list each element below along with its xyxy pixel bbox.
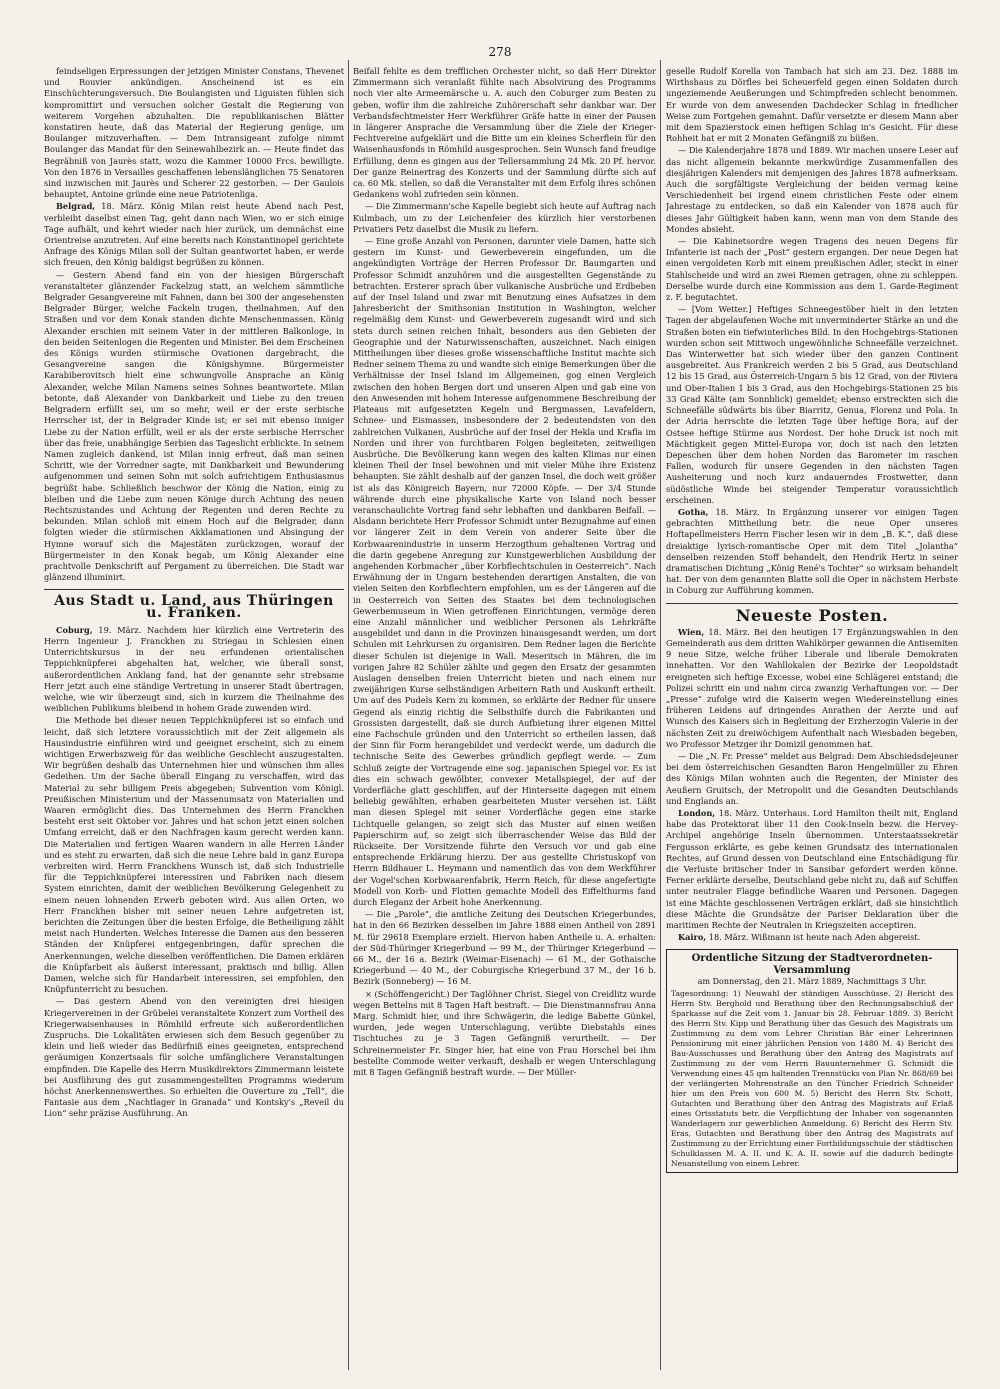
article-text: 18. März. In Ergänzung unserer vor einigen Tagen gebrachten Mittheilung betr. die neue Oper unseres Hoftapellmeisters Herrn Fischer lesen wir in dem „B. K.“, daß diese dreiaktige lyrisch-romantische Oper mit dem Titel „Jolantha“ denselben reizenden Stoff behandelt, den Hendrik Hertz in seiner dramatischen Dichtung „König René's Tochter“ so wirksam behandelt hat. Der von dem genannten Blatte soll die Oper in nächstem Herbste in Coburg zur Aufführung kommen. (666, 506, 958, 596)
article-paragraph: — Das gestern Abend von den vereinigten drei hiesigen Kriegervereinen in der Grübelei veranstaltete Konzert zum Vortheil des Kriegerwaisenhauses in Römhild erfreute sich außerordentlichen Zuspruchs. Die Lokalitäten erwiesen sich dem Besuch gegenüber zu klein und ließ wieder das Bedürfniß eines geeigneten, entsprechend geräumigen Konzertsaals für solche umfänglichere Veranstaltungen empfinden. Die Kapelle des Herrn Musikdirektors Zimmermann leistete bei Ausführung des gut zusammengestellten Programms wiederum höchst Anerkennenswerthes. So erhielten die Ouverture zu „Tell“, die Fantasie aus dem „Nachtlager in Granada“ und Kontsky's „Reveil du Lion“ sehr präzise Ausführung. An (44, 996, 344, 1119)
column-3 (666, 66, 958, 1366)
notice-title: Ordentliche Sitzung der Stadtverordneten-Versammlung (691, 953, 933, 976)
article-paragraph: — Die „Parole“, die amtliche Zeitung des Deutschen Kriegerbundes, hat in den 66 Bezirken desselben im Jahre 1888 einen Antheil von 2891 M. für 29618 Exemplare erzielt. Hiervon haben Antheile u. A. erhalten: der Süd-Thüringer Kriegerbund — 99 M., der Thüringer Kriegerbund — 66 M., der 16 a. Bezirk (Weimar-Eisenach) — 61 M., der Gothaische Kriegerbund — 40 M., der Coburgische Kriegerbund 37 M., der 16 b. Bezirk (Sonneberg) — 16 M. (353, 909, 656, 987)
divider (666, 603, 958, 604)
article-paragraph (44, 625, 344, 715)
notice-date: am Donnerstag, den 21. März 1889, Nachmittags 3 Uhr. (697, 976, 927, 986)
article-paragraph: — Gestern Abend fand ein von der hiesigen Bürgerschaft veranstalteter glänzender Fackelzug statt, an welchem sämmtliche Belgrader Gesangvereine mit Fahnen, dann bei 300 der angesehensten Belgrader Bürger, welche Fackeln trugen, theilnahmen. Auf den Straßen und vor dem Konak standen dichte Menschenmassen. König Alexander erschien mit seinem Vater in der mittleren Balkonloge, in den beiden Seitenlogen die Regenten und Minister. Bei dem Erscheinen des Königs wurden stürmische Ovationen dargebracht, die Gesangvereine sangen die Königshymne. Bürgermeister Karabiberovitsch hielt eine schwungvolle Ansprache an König Alexander, welche Milan Namens seines Sohnes beantwortete. Milan betonte, daß Alexander von Dankbarkeit und Liebe zu den treuen Belgradern erfüllt sei, um so mehr, weil er der erste serbische Herrscher ist, der in Belgrader Kinde ist; er sei mit ebenso inniger Liebe zu der Nation erfüllt, weil er als der erste serbische Herrscher über das freie, unabhängige Serbien das Tageslicht erblickte. In seinem Namen zugleich dankend, ist Milan innig erfreut, daß man seinen Schritt, wie der Vorredner sagte, mit Dankbarkeit und Bewunderung aufgenommen und seinen Sohn mit solch aufrichtigem Enthusiasmus begrüßt habe. Schließlich beschwor der König die Nation, einig zu bleiben und die Liebe zum neuen Könige durch Achtung des neuen Rechtszustandes und Achtung der Regenten und deren Rechte zu bekunden. Milan schloß mit einem Hoch auf die Belgrader, dann folgten wieder die stürmischen Akklamationen und Absingung der Hymne worauf sich die Majestäten zurückzogen, worauf der Bürgermeister in den Konak begab, um König Alexander eine prachtvolle Denkschrift auf Pergament zu überreichen. Die Stadt war glänzend illuminirt. (44, 269, 344, 583)
article-paragraph (666, 507, 958, 597)
section-heading: Aus Stadt u. Land, aus Thüringen u. Franken. (54, 593, 334, 621)
article-paragraph (666, 627, 958, 750)
dateline-city: Wien, (678, 626, 705, 637)
article-paragraph (666, 932, 958, 943)
dateline-city: Gotha, (678, 506, 709, 517)
article-text: 18. März. Unterhaus. Lord Hamilton theilt mit, England habe das Protektorat über 11 den Cook-Inseln bezw. die Hervey-Archipel angehörige Inseln übernommen. Unterstaatssekretär Fergusson erklärte, es gebe keinen Grundsatz des internationalen Rechtes, auf Grund dessen von Deutschland eine Entschädigung für die Verluste britischer Inder in Sansibar gefordert werden könne. Ferner erklärte derselbe, Deutschland gebe nicht zu, daß auf Schiffen unter neutraler Flagge befindliche Waaren und Personen. Dagegen ist eine Mächte geschlossenen Verträgen erklärt, daß sie hinsichtlich diese Mächte die Grundsätze der Pariser Deklaration über die maritimen Rechte der Neutralen in Kriegszeiten acceptiren. (666, 808, 958, 931)
article-paragraph: — Die „N. Fr. Presse“ meldet aus Belgrad: Dem Abschiedsdejeuner bei dem österreichischen Gesandten Baron Hengelmüller zu Ehren des Königs Milan wohnten auch die Regenten, der Minister des Aeußern Gruitsch, der Metropolit und die Gesandten Deutschlands und Englands an. (666, 750, 958, 806)
dateline-city: Coburg, (56, 624, 93, 635)
notice-body: Tagesordnung: 1) Neuwahl der ständigen Ausschüsse. 2) Bericht des Herrn Stv. Berghold und Berathung über den Rechnungsabschluß der Sparkasse auf die Zeit vom 1. Januar bis 28. Februar 1889. 3) Bericht des Herrn Stv. Kipp und Berathung über das Gesuch des Magistrats um Zustimmung zu dem vom Lehrer Christian Bär einer Lehrerinnen Pensionirung mit einer jährlichen Pension von 1480 M. 4) Bericht des Bau-Ausschusses und Berathung über den Antrag des Magistrats auf Zustimmung zu der vom Herrn Bauunternehmer G. Schmidt die Verwendung eines 45 qm haltenden Trennstücks von Plan Nr. 868/69 bei der verlängerten Mohrenstraße an den Tüncher Friedrich Schneider hier um den Preis von 600 M. 5) Bericht des Herrn Stv. Schott, Gutachten und Berathung über den Antrag des Magistrats auf Erlaß eines Ortsstatuts betr. die Verpflichtung der Inhaber von sogenannten Wanderlagern zur gewerblichen Anmeldung. 6) Bericht des Herrn Stv. Eras, Gutachten und Berathung über den Antrag des Magistrats auf Zustimmung zu der Errichtung einer Fortbildungsschule der städtischen Schulklassen M. A. II. und K. A. II. sowie auf die dadurch bedingte Neuanstellung von einem Lehrer. (671, 989, 953, 1169)
page-number: 278 (488, 45, 512, 59)
article-paragraph: feindseligen Erpressungen der jetzigen Minister Constans, Thevenet und Rouvier ankündigen. Anscheinend ist es ein Einschüchterungsversuch. Die Boulangisten und Liguisten fühlen sich kompromittirt und versuchen solcher Gestalt die Regierung von weiterem Vorgehen abzuhalten. Die republikanischen Blätter konstatiren heute, daß das Material der Regierung genüge, um Boulanger mitzuverhaften. — Dem Intransigeant zufolge nimmt Boulanger das Mandat für den Seinewahlbezirk an. — Heute findet das Begräbniß von Jaurès statt, wozu die Kammer 10000 Frcs. bewilligte. Von den 1876 in Versailles geschaffenen lebenslänglichen 75 Senatoren sind inzwischen mit Jaurès und Scherer 22 gestorben. — Der Gaulois behauptet, Antoine gründe eine neue Patriotenliga. (44, 66, 344, 200)
column-rule (660, 60, 661, 1370)
article-paragraph: Die Methode bei dieser neuen Teppichknüpferei ist so einfach und leicht, daß sich letztere voraussichtlich mit der Zeit allgemein als Hausindustrie einführen wird und geeignet erscheint, sich zu einem wichtigen Erwerbszweig für das weibliche Geschlecht auszugestalten. Wir begrüßen deshalb das Unternehmen hier und wünschen ihm alles Gedeihen. Um der Sache überall Eingang zu verschaffen, wird das Material zu sehr billigem Preis abgegeben; Subvention vom Königl. Preußischen Ministerium und der Massenumsatz von Materialien und Waaren ermöglicht dies. Das Unternehmen des Herrn Franckhen besteht erst seit Oktober vor. Jahres und hat schon jetzt einen solchen Umfang erreicht, daß er den Nachfragen kaum gerecht werden kann. Die Materialien und fertigen Waaren wandern in alle Herren Länder und es steht zu erwarten, daß sich die neue Lehre bald in ganz Europa verbreiten wird. Herrn Franckhens Wunsch ist, daß sich Industrielle für die Teppichknüpferei interessiren und Fabriken nach diesem System einrichten, damit der weiblichen Bevölkerung Gelegenheit zu einem neuen lohnenden Erwerb geboten wird. Aus allen Orten, wo Herr Franckhen bisher mit seiner neuen Lehre aufgetreten ist, berichten die Zeitungen über die besten Erfolge, die Betheiligung zählt meist nach Hunderten. Welches Interesse die Damen aus den besseren Ständen der Knüpferei entgegenbringen, dafür sprechen die Anerkennungen, welche dieselben veröffentlichen. Die Damen erklären die Knüpfarbeit als äußerst interessant, praktisch und billig. Allen Damen, welche sich für Handarbeit interessiren, sei empfohlen, den Knüpfunterricht zu besuchen. (44, 715, 344, 995)
article-paragraph (44, 201, 344, 268)
dateline-city: Kairo, (678, 932, 707, 943)
article-paragraph (666, 808, 958, 931)
column-rule (348, 60, 349, 1370)
notice-box (666, 949, 958, 1173)
section-heading: Neueste Posten. (735, 605, 889, 625)
column-2 (353, 66, 656, 1366)
column-1 (44, 66, 344, 1366)
article-text: 18. März. Bei den heutigen 17 Ergänzungswahlen in den Gemeinderath aus dem dritten Wahlkörper gewannen die Antisemiten 9 neue Sitze, welche früher Liberale und liberale Demokraten innehatten. Vor den Wahllokalen der Bezirke der Leopoldstadt ereigneten sich heftige Excesse, wobei eine Schlägerei entstand; die Polizei schritt ein und nahm circa zwanzig Verhaftungen vor. — Der „Presse“ zufolge wird die Kaiserin wegen Wiedereinstellung eines früheren Leidens auf dringendes Anrathen der Aerzte und auf Wunsch des Kaisers sich in Begleitung der Erzherzogin Valerie in der nächsten Zeit zu dreiwöchigem Aufenthalt nach Wiesbaden begeben, wo Professor Metzger ihr Domizil genommen hat. (666, 626, 958, 749)
article-paragraph: geselle Rudolf Korella von Tambach hat sich am 23. Dez. 1888 im Wirthshaus zu Dörfles bei Scheuerfeld gegen einen Soldaten durch ungeziemende Aeußerungen und Schimpfreden schlecht benommen. Er wurde von dem anwesenden Dachdecker Schlag in friedlicher Weise zum Fortgehen gemahnt. Dafür versetzte er diesem Mann aber mit dem Spazierstock einen heftigen Schlag in's Gesicht. Für diese Rohheit hat er mit 2 Monaten Gefängniß zu büßen. (666, 66, 958, 144)
article-paragraph: Beifall fehlte es dem trefflichen Orchester nicht, so daß Herr Direktor Zimmermann sich veranlaßt fühlte nach Absolvirung des Programms noch vier alte Armeemärsche u. A. auch den Coburger zum Besten zu geben, wofür ihm die zahlreiche Zuhörerschaft sehr dankbar war. Der Verbandsfechtmeister Herr Werkführer Gräfe hatte in einer der Pausen in längerer Ansprache die Versammlung über die Ziele der Krieger-Fechtvereine aufgeklärt und die Bitte um ein kleines Scherflein für den Waisenhausfonds in Römhild ausgesprochen. Sein Wunsch fand freudige Erfüllung, denn es gingen aus der Tellersammlung 24 Mk. 20 Pf. hervor. Der ganze Reinertrag des Konzerts und der Sammlung dürfte sich auf ca. 60 Mk. stellen, so daß die Veranstalter mit dem Erfolg ihres schönen Gedankens wohl zufrieden sein können. (353, 66, 656, 200)
article-paragraph: — Die Kalenderjahre 1878 und 1889. Wir machen unsere Leser auf das nicht allgemein bekannte merkwürdige Zusammenfallen des diesjährigen Kalenders mit demjenigen des Jahres 1878 aufmerksam. Auch die sorgfältigste Vergleichung der beiden vermag keine Verschiedenheit bei irgend einem christlichen Feste oder einem Jahrestage zu entdecken, so daß ein Kalender von 1878 auch für dieses Jahr Gültigkeit haben kann, wenn man von dem Stande des Mondes absieht. (666, 145, 958, 234)
article-paragraph: — Die Kabinetsordre wegen Tragens des neuen Degens für Infanterie ist nach der „Post“ gestern ergangen. Der neue Degen hat einen vergoldeten Korb mit einem preußischen Adler, steckt in einer Stahlscheide und wird an zwei Riemen getragen, ohne zu schleppen. Derselbe wurde durch eine Kommission aus dem 1. Garde-Regiment z. F. begutachtet. (666, 236, 958, 303)
dateline-city: Belgrad, (56, 201, 96, 212)
divider (44, 589, 344, 590)
article-paragraph: — Eine große Anzahl von Personen, darunter viele Damen, hatte sich gestern im Kunst- und Gewerbeverein eingefunden, um die angekündigten Vorträge der Herren Professor Dr. Baumgarten und Professor Schmidt anzuhören und die ausgestellten Gegenstände zu betrachten. Ersterer sprach über vulkanische Ausbrüche und Erdbeben auf der Insel Island und zwar mit Benutzung eines Aufsatzes in dem Jahresbericht der Smithsonian Institution in Washington, welcher regelmäßig dem Kunst- und Gewerbeverein zugesandt wird und sich stets durch seinen reichen Inhalt, besonders aus den Gebieten der Geographie und der Naturwissenschaften, auszeichnet. Nach einigen Mittheilungen über dieses große wissenschaftliche Institut machte sich Redner seinem Thema zu und wandte sich einige Bemerkungen über die Verhältnisse der Insel Island im Allgemeinen, gog einen Vergleich zwischen den hohen Bergen dort und unseren Alpen und gab eine von den Anwesenden mit hohem Interesse aufgenommene Beschreibung der Plateaus mit aufgesetzten Kegeln und Bergmassen, Lavafeldern, Schnee- und Eismassen, insbesondere der 2 bedeutendsten von den zahlreichen Vulkanen, Ausbrüche auf der Insel der Hekla und Krafla im Norden und ihrer von furchtbaren Folgen begleiteten, zeitweiligen Ausbrüche. Die Bevölkerung kann wegen des kalten Klimas nur einen kleinen Theil der Insel bewohnen und mit vieler Mühe ihre Existenz behaupten. Sie zählt deshalb auf der ganzen Insel, die doch weit größer ist als das Königreich Bayern, nur 72000 Köpfe. — Der 3/4 Stunde währende durch eine physikalische Karte von Island noch besser veranschaulichte Vortrag fand sehr lebhaften und dankbaren Beifall. — Alsdann berichtete Herr Professor Schmidt unter Bezugnahme auf einen vor längerer Zeit in dem Verein von anderer Seite über die Korbwaarenindustrie in unserm Herzogthum gehaltenen Vortrag und die darin gegebene Anregung zur Kunstgewerblichen Ausbildung der angehenden Korbmacher „über Korbflechtschulen in Oesterreich“. Nach Erwähnung der in Ungarn bestehenden derartigen Anstalten, die von vielen Seiten den Korbflechtern empfohlen, um es der Längeren auf die in Oesterreich von Seiten des Staates bei dem technologischen Gewerbemuseum in Wien getroffenen Einrichtungen, vermöge deren eine Anzahl männlicher und weiblicher Personen als Lehrkräfte ausgebildet und dann in die Provinzen hinausgesandt werden, um dort Schulen mit Lehrkursen zu organisiren. Dem Redner lagen die Berichte dieser Schulen ist diejenige in Wall. Meseritsch in Mähren, die im vorigen Jahre 82 Schüler zählte und gegen den Ersatz der gesammten Auslagen denselben freien Unterricht bieten und nach einem nur zweijährigen Kurse selbständigen Arbeitern Rath und Auskunft ertheilt. Um auf des Pudels Kern zu kommen, so erklärte der Redner für unsere Gegend als einzig richtig die Selbsthilfe durch die Fabrikanten und Grossisten dargestellt, daß sie durch Aufbietung ihrer eigenen Mittel eine Fachschule gründen und den Unterricht so ertheilen lassen, daß der Sinn für Form herangebildet und verdeckt werde, um dadurch die technische Seite des Gewerbes gründlich gepflegt werde. — Zum Schluß zeigte der Vortragende eine sog. japanischen Spiegel vor. Es ist dies ein schwach gewölbter, convexer Metallspiegel, der auf der Vorderfläche glatt geschliffen, auf der Hinterseite dagegen mit einem beliebig gewählten, erhaben gearbeiteten Muster versehen ist. Läßt man diesen Spiegel mit seiner Vorderfläche gegen eine starke Lichtquelle gelangen, so zeigt sich das Muster auf einen weißen Papierschirm auf, so zeigt sich überraschender Weise das Bild der Rückseite. Der Vorsitzende führte den Versuch vor und gab eine entsprechende Erklärung hierzu. Der aus gestellte Christuskopf von Herrn Bildhauer L. Heymann und namentlich das von dem Werkführer der Vogel'schen Korbwaarenfabrik, Herrn Reich, für diese angefertigte Modell von Korb- und Flotten gemachte Modell des Eiffelthurms fand durch Eleganz der Arbeit hohe Anerkennung. (353, 236, 656, 908)
article-text: 18. März. König Milan reist heute Abend nach Pest, verbleibt daselbst einen Tag, geht dann nach Wien, wo er sich einige Tage aufhält, und kehrt wieder nach hier zurück, um demnächst eine Orientreise anzutreten. Auf eine bereits nach Konstantinopel gerichtete Anfrage des Königs Milan soll der Sultan geantwortet haben, er werde sich freuen, den König baldigst begrüßen zu können. (44, 201, 344, 268)
article-paragraph: — [Vom Wetter.] Heftiges Schneegestöber hielt in den letzten Tagen der abgelaufenen Woche mit unverminderter Stärke an und die Straßen boten ein tiefwinterliches Bild. In den Hochgebirgs-Stationen wurden schon seit Mittwoch ungewöhnliche Schneefälle verzeichnet. Das Winterwetter hat sich wieder über den ganzen Continent ausgebreitet. Aus Frankreich werden 2 bis 5 Grad, aus Deutschland 12 bis 15 Grad, aus Österreich-Ungarn 5 bis 12 Grad, von der Riviera und Ober-Italien 1 bis 3 Grad, aus den Hochgebirgs-Stationen 25 bis 33 Grad Kälte (am Sonnblick) gemeldet; ebenso erstreckten sich die Schneefälle südwärts bis über Biarritz, Genua, Florenz und Pola. In der Adria herrschte die letzten Tage über heftige Bora, auf der Ostsee heftige Stürme aus Nordost. Der hohe Druck ist noch mit Mächtigkeit gegen Mittel-Europa vor, doch ist nach den letzten Depeschen über dem hohen Norden das Barometer im raschen Fallen, wodurch für unsere Gegenden in den nächsten Tagen Ausheiterung und noch kurz andauerndes Frostwetter, dann südöstliche Winde bei steigender Temperatur voraussichtlich erscheinen. (666, 304, 958, 505)
article-text: 18. März. Wißmann ist heute nach Aden abgereist. (708, 932, 921, 943)
article-text: 19. März. Nachdem hier kürzlich eine Vertreterin des Herrn Ingenieur J. Franckhen zu Striegau in Schlesien einen Unterrichtskursus in der neu erfundenen orientalischen Teppichknüpferei abgehalten hat, welcher, wie überall sonst, außerordentlichen Anklang fand, hat der genannte sehr strebsame Herr jetzt auch eine ständige Vertretung in unserer Stadt übertragen, welche, wie wir überzeugt sind, sich in kurzem die Theilnahme des weiblichen Publikums bleibend in hohem Grade zuwenden wird. (44, 624, 344, 714)
article-paragraph: × (Schöffengericht.) Der Taglöhner Christ. Siegel von Creidlitz wurde wegen Bettelns mit 8 Tagen Haft bestraft. — Die Dienstmannsfrau Anna Marg. Schmidt hier, und ihre Schwägerin, die ledige Babette Günkel, wurden, jede wegen Unterschlagung, verübte Diebstahls eines Tischtuches zu je 3 Tagen Gefängniß verurtheilt. — Der Schreinermeister Fr. Singer hier, hat eine von Frau Horschel bei ihm bestellte Commode weiter verkauft, deshalb er wegen Unterschlagung mit 8 Tagen Gefängniß bestraft wurde. — Der Müller- (353, 988, 656, 1078)
article-paragraph: — Die Zimmermann'sche Kapelle begiebt sich heute auf Auftrag nach Kulmbach, um zu der Leichenfeier des kürzlich hier verstorbenen Privatiers Petz daselbst die Musik zu liefern. (353, 201, 656, 234)
dateline-city: London, (678, 808, 716, 818)
